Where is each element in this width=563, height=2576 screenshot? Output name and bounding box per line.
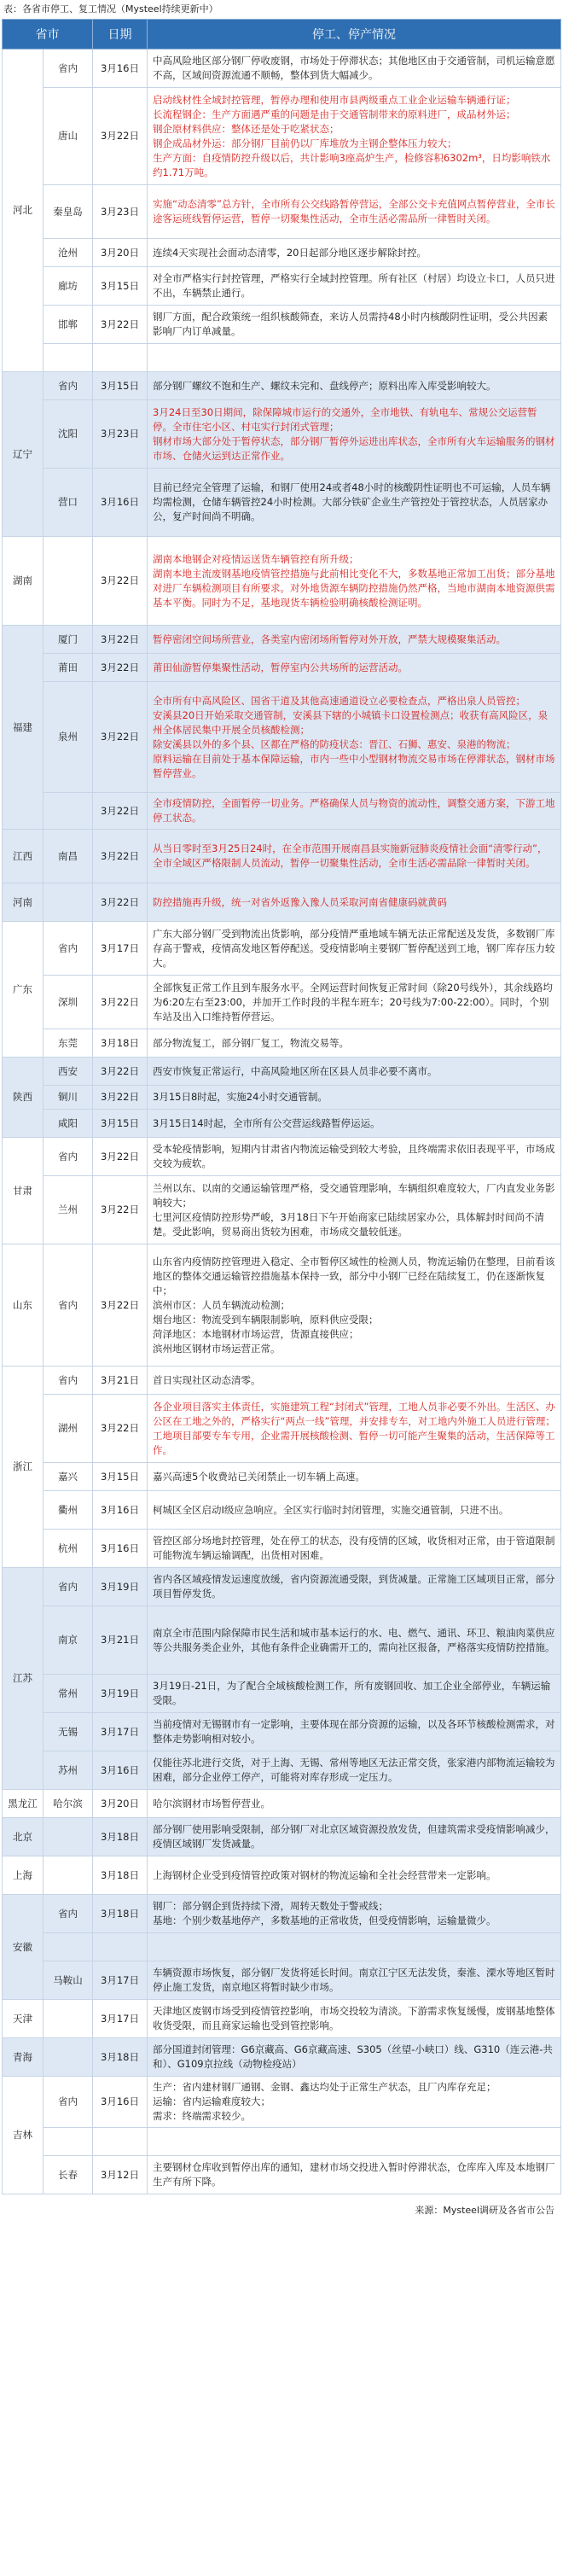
table-row <box>3 922 561 976</box>
status-text-cell: 生产：省内建材钢厂通钢、金钢、鑫达均处于正常生产状态，且厂内库存充足； 运输：省内运输难度较大； 需求：终端需求较少。 <box>148 2077 561 2128</box>
status-text-cell: 对全市严格实行封控管理，严格实行全域封控管理。所有社区（村居）均设立卡口，人员只进不出，车辆禁止通行。 <box>148 267 561 306</box>
city-cell: 无锡 <box>44 1713 93 1751</box>
status-text-cell: 天津地区废钢市场受到疫情管控影响，市场交投较为清淡。下游需求恢复缓慢，废钢基地整体收货受限，而且商家运输也受到管控影响。 <box>148 2000 561 2038</box>
date-cell: 3月17日 <box>93 1961 148 2000</box>
status-text-cell: 连续4天实现社会面动态清零，20日起部分地区逐步解除封控。 <box>148 239 561 267</box>
city-cell: 西安 <box>44 1058 93 1086</box>
status-text-cell: 目前已经完全管理了运输，和钢厂使用24或者48小时的核酸阴性证明也不可运输，人员车辆均需检测，仓储车辆管控24小时检测。大部分铁矿企业生产管控处于管控状态，人员居家办公，复产时间尚不明确。 <box>148 469 561 537</box>
status-text-cell: 钢厂方面，配合政策统一组织核酸筛查，来访人员需持48小时内核酸阴性证明，受公共因素影响厂内订单减量。 <box>148 306 561 344</box>
city-cell: 邯郸 <box>44 306 93 344</box>
province-cell: 福建 <box>3 626 44 830</box>
status-text-cell: 钢厂：部分钢企到货持续下滑，周转天数处于警戒线； 基地：个别少数基地停产，多数基地的正常收货，但受疫情影响，运输量微少。 <box>148 1895 561 1933</box>
status-text-cell: 3月15日8时起，实施24小时交通管制。 <box>148 1086 561 1110</box>
province-cell: 甘肃 <box>3 1138 44 1244</box>
province-cell: 河北 <box>3 50 44 372</box>
date-cell: 3月20日 <box>93 1790 148 1818</box>
city-cell: 嘉兴 <box>44 1463 93 1491</box>
date-cell: 3月16日 <box>93 1751 148 1790</box>
date-cell: 3月22日 <box>93 830 148 883</box>
date-cell <box>93 344 148 372</box>
date-cell: 3月15日 <box>93 372 148 400</box>
city-cell: 湖州 <box>44 1395 93 1463</box>
status-text-cell: 受本轮疫情影响，短期内甘肃省内物流运输受到较大考验，且终端需求依旧表现平平，市场成交较为疲软。 <box>148 1138 561 1176</box>
date-cell: 3月19日 <box>93 1568 148 1606</box>
city-cell <box>44 2000 93 2038</box>
status-text-cell: 全市所有中高风险区、国省干道及其他高速通道设立必要检查点，严格出泉人员管控； 安溪县20日开始采取交通管制，安溪县下辖的小城镇卡口设置检测点；收获有高风险区，泉州全体居民集中开展全员核酸检测； 除安溪县以外的多个县、区都在严格的防疫状态：晋江、石狮、惠安、泉港的物流； 原料运输在目前处于基本保障运输，市内一些中小型钢材物流交易市场在停滞状态，钢材市场暂停营业。 <box>148 682 561 793</box>
header-province: 省市 <box>3 20 93 50</box>
city-cell: 哈尔滨 <box>44 1790 93 1818</box>
date-cell <box>93 1933 148 1961</box>
province-cell: 黑龙江 <box>3 1790 44 1818</box>
status-text-cell: 全部恢复正常工作且到车服务水平。全网运营时间恢复正常时间（除20号线外），其余线路均为6:20左右至23:00，并加开工作时段的半程车班车；20号线为7:00-22:00）。同时，个别车站及出入口维持暂停营运。 <box>148 976 561 1029</box>
province-cell: 安徽 <box>3 1895 44 2000</box>
province-cell: 江西 <box>3 830 44 883</box>
city-cell: 省内 <box>44 1244 93 1367</box>
province-cell: 上海 <box>3 1856 44 1895</box>
date-cell: 3月15日 <box>93 1110 148 1138</box>
table-row <box>3 883 561 922</box>
date-cell: 3月22日 <box>93 976 148 1029</box>
city-cell: 沈阳 <box>44 400 93 469</box>
province-cell: 江苏 <box>3 1568 44 1790</box>
table-row <box>3 469 561 537</box>
date-cell: 3月22日 <box>93 1138 148 1176</box>
table-row <box>3 1790 561 1818</box>
date-cell: 3月23日 <box>93 185 148 239</box>
status-text-cell: 莆田仙游暂停集聚性活动，暂停室内公共场所的运营活动。 <box>148 654 561 682</box>
date-cell: 3月22日 <box>93 88 148 185</box>
table-row <box>3 1086 561 1110</box>
table-row <box>3 626 561 654</box>
status-text-cell: 嘉兴高速5个收费站已关闭禁止一切车辆上高速。 <box>148 1463 561 1491</box>
province-cell: 北京 <box>3 1818 44 1856</box>
city-cell: 泉州 <box>44 682 93 793</box>
status-text-cell: 省内各区域疫情发运速度放缓，省内资源流通受限，到货减量。正常施工区域项目正常，部分项目暂停发货。 <box>148 1568 561 1606</box>
status-text-cell: 启动线材性全域封控管理，暂停办理和使用市县两级重点工业企业运输车辆通行证； 长流程钢企：生产方面遇严重的问题是由于交通管制带来的原料进厂，成品材外运； 钢企原材料供应：整体还是处于吃紧状态； 钢企成品材外运：部分钢厂目前仍以厂库堆放为主钢企整体压力较大； 生产方面：自疫情防控升级以后，共计影响3座高炉生产，检修容积6302m³，日均影响铁水约1.71万吨。 <box>148 88 561 185</box>
city-cell <box>44 793 93 830</box>
status-text-cell: 3月19日-21日，为了配合全域核酸检测工作，所有废钢回收、加工企业全部停业，车辆运输受限。 <box>148 1675 561 1713</box>
table-row <box>3 400 561 469</box>
table-row <box>3 1176 561 1244</box>
date-cell: 3月17日 <box>93 2000 148 2038</box>
table-row <box>3 2038 561 2077</box>
date-cell: 3月22日 <box>93 537 148 626</box>
city-cell: 马鞍山 <box>44 1961 93 2000</box>
city-cell: 杭州 <box>44 1530 93 1568</box>
status-text-cell <box>148 2128 561 2156</box>
date-cell: 3月16日 <box>93 2077 148 2128</box>
province-cell: 辽宁 <box>3 372 44 537</box>
date-cell: 3月22日 <box>93 682 148 793</box>
date-cell: 3月18日 <box>93 1029 148 1058</box>
table-row <box>3 306 561 344</box>
status-text-cell: 部分国道封闭管理：G6京藏高、G6京藏高速、S305（丝望-小峡口）线、G310（连云港-共和）、G109京拉线（动物检疫站） <box>148 2038 561 2077</box>
table-row <box>3 1751 561 1790</box>
date-cell <box>93 2128 148 2156</box>
table-row <box>3 976 561 1029</box>
city-cell <box>44 883 93 922</box>
date-cell: 3月22日 <box>93 883 148 922</box>
table-body <box>3 50 561 2194</box>
table-row <box>3 185 561 239</box>
status-text-cell: 管控区部分场地封控管理，处在停工的状态，没有疫情的区域，收货相对正常，由于管道限制可能物流车辆运输调配，出货相对困难。 <box>148 1530 561 1568</box>
city-cell: 廊坊 <box>44 267 93 306</box>
date-cell: 3月18日 <box>93 1895 148 1933</box>
table-row <box>3 2156 561 2194</box>
table-row <box>3 1244 561 1367</box>
city-cell: 苏州 <box>44 1751 93 1790</box>
city-cell: 深圳 <box>44 976 93 1029</box>
date-cell: 3月12日 <box>93 2156 148 2194</box>
table-row <box>3 1491 561 1530</box>
table-row <box>3 654 561 682</box>
table-row <box>3 1395 561 1463</box>
province-cell: 吉林 <box>3 2077 44 2194</box>
city-cell: 省内 <box>44 50 93 88</box>
date-cell: 3月17日 <box>93 1713 148 1751</box>
table-row <box>3 537 561 626</box>
date-cell: 3月22日 <box>93 1244 148 1367</box>
table-row <box>3 682 561 793</box>
date-cell: 3月18日 <box>93 1856 148 1895</box>
status-text-cell: 广东大部分钢厂受到物流出货影响，部分疫情严重地域车辆无法正常配送及发货，多数钢厂库存高于警戒，疫情高发地区暂停配送。受疫情影响主要钢厂暂停配送到工地，钢厂库存压力较大。 <box>148 922 561 976</box>
status-text-cell: 部分钢厂使用影响受限制，部分钢厂对北京区域资源投放发货，但建筑需求受疫情影响减少，疫情区域钢厂发货减量。 <box>148 1818 561 1856</box>
table-row <box>3 372 561 400</box>
status-text-cell <box>148 344 561 372</box>
table-row <box>3 267 561 306</box>
city-cell: 省内 <box>44 1138 93 1176</box>
date-cell: 3月17日 <box>93 922 148 976</box>
status-text-cell: 车辆资源市场恢复，部分钢厂发货将延长时间。南京江宁区无法发货，秦淮、溧水等地区暂时停止施工发货，南京地区将暂时缺少市场。 <box>148 1961 561 2000</box>
city-cell <box>44 2038 93 2077</box>
province-cell: 天津 <box>3 2000 44 2038</box>
province-cell: 陕西 <box>3 1058 44 1138</box>
status-text-cell: 湖南本地钢企对疫情运送货车辆管控有所升级； 湖南本地主流废钢基地疫情管控措施与此前相比变化不大，多数基地正常加工出货；部分基地对进厂车辆检测项目有所要求。对外地货源车辆防控措施仍然严格，当地市湖南本地资源供需基本平衡。同时为不足，基地现货车辆检验明确核酸检测证明。 <box>148 537 561 626</box>
date-cell: 3月22日 <box>93 654 148 682</box>
date-cell: 3月18日 <box>93 2038 148 2077</box>
city-cell: 铜川 <box>44 1086 93 1110</box>
city-cell: 唐山 <box>44 88 93 185</box>
table-row <box>3 1110 561 1138</box>
city-cell: 省内 <box>44 2077 93 2128</box>
date-cell: 3月15日 <box>93 1463 148 1491</box>
date-cell: 3月22日 <box>93 1395 148 1463</box>
table-row <box>3 1856 561 1895</box>
table-caption: 表：各省市停工、复工情况（Mysteel持续更新中） <box>3 3 218 15</box>
city-cell: 衢州 <box>44 1491 93 1530</box>
table-row <box>3 1568 561 1606</box>
table-row <box>3 1961 561 2000</box>
date-cell: 3月16日 <box>93 1530 148 1568</box>
table-row <box>3 239 561 267</box>
table-row <box>3 2077 561 2128</box>
status-text-cell: 部分物流复工，部分钢厂复工，物流交易等。 <box>148 1029 561 1058</box>
date-cell: 3月16日 <box>93 1491 148 1530</box>
status-text-cell: 3月15日14时起，全市所有公交营运线路暂停运运。 <box>148 1110 561 1138</box>
table-row <box>3 1675 561 1713</box>
date-cell: 3月22日 <box>93 626 148 654</box>
status-text-cell: 部分钢厂螺纹不饱和生产、螺纹未完和、盘线停产；原料出库入库受影响较大。 <box>148 372 561 400</box>
status-text-cell: 暂停密闭空间场所营业，各类室内密闭场所暂停对外开放，严禁大规模聚集活动。 <box>148 626 561 654</box>
table-header-row <box>3 20 561 50</box>
date-cell: 3月22日 <box>93 1058 148 1086</box>
city-cell: 省内 <box>44 922 93 976</box>
date-cell: 3月15日 <box>93 267 148 306</box>
shutdown-status-table <box>2 19 561 2194</box>
status-text-cell <box>148 1933 561 1961</box>
status-text-cell: 中高风险地区部分钢厂停收废钢，市场处于停滞状态；其他地区由于交通管制，司机运输意愿不高，区域间资源流通不顺畅，整体到货大幅减少。 <box>148 50 561 88</box>
city-cell: 莆田 <box>44 654 93 682</box>
date-cell: 3月21日 <box>93 1606 148 1675</box>
date-cell: 3月23日 <box>93 400 148 469</box>
province-cell: 浙江 <box>3 1367 44 1568</box>
city-cell: 沧州 <box>44 239 93 267</box>
status-text-cell: 山东省内疫情防控管理进入稳定、全市暂停区域性的检测人员，物流运输仍在整理，目前看该地区的整体交通运输管控措施基本保持一致，部分中小钢厂已经在陆续复工，仍在逐渐恢复中； 滨州市区：人员车辆流动检测； 烟台地区：物流受到车辆限制影响，原料供应受限； 菏泽地区：本地钢材市场运营，货源直接供应； 滨州地区钢材市场运营正常。 <box>148 1244 561 1367</box>
province-cell: 湖南 <box>3 537 44 626</box>
date-cell: 3月16日 <box>93 469 148 537</box>
date-cell: 3月21日 <box>93 1367 148 1395</box>
date-cell: 3月20日 <box>93 239 148 267</box>
table-row <box>3 88 561 185</box>
status-text-cell: 各企业项目落实主体责任，实施建筑工程“封闭式”管理，工地人员非必要不外出。生活区、办公区在工地之外的，严格实行“两点一线”管理，并安排专车，对工地内外施工人员进行管理；工地项目部要专车专用，企业需开展核酸检测、暂停一切可能产生聚集的活动，生活保障等工作。 <box>148 1395 561 1463</box>
status-text-cell: 当前疫情对无锡钢市有一定影响，主要体现在部分资源的运输，以及各环节核酸检测需求，对整体走势影响相对较小。 <box>148 1713 561 1751</box>
table-row <box>3 2128 561 2156</box>
header-date: 日期 <box>93 20 148 50</box>
date-cell: 3月22日 <box>93 306 148 344</box>
table-row <box>3 830 561 883</box>
city-cell: 省内 <box>44 1367 93 1395</box>
table-row <box>3 1138 561 1176</box>
table-row <box>3 1933 561 1961</box>
table-row <box>3 50 561 88</box>
status-text-cell: 主要钢材仓库收到暂停出库的通知，建材市场交投进入暂时停滞状态，仓库库入库及本地钢厂生产有所下降。 <box>148 2156 561 2194</box>
header-status: 停工、停产情况 <box>148 20 561 50</box>
city-cell: 南京 <box>44 1606 93 1675</box>
city-cell: 厦门 <box>44 626 93 654</box>
status-text-cell: 从当日零时至3月25日24时，在全市范围开展南昌县实施新冠肺炎疫情社会面“清零行动”，全市全域区严格限制人员流动，暂停一切聚集性活动，全市生活必需品除一律暂时关闭。 <box>148 830 561 883</box>
status-text-cell: 西安市恢复正常运行，中高风险地区所在区县人员非必要不离市。 <box>148 1058 561 1086</box>
status-text-cell: 首日实现社区动态清零。 <box>148 1367 561 1395</box>
date-cell: 3月16日 <box>93 50 148 88</box>
city-cell: 省内 <box>44 372 93 400</box>
city-cell <box>44 1856 93 1895</box>
table-row <box>3 2000 561 2038</box>
city-cell <box>44 344 93 372</box>
date-cell: 3月22日 <box>93 793 148 830</box>
date-cell: 3月18日 <box>93 1818 148 1856</box>
city-cell: 常州 <box>44 1675 93 1713</box>
city-cell <box>44 1933 93 1961</box>
table-row <box>3 1463 561 1491</box>
city-cell: 南昌 <box>44 830 93 883</box>
table-row <box>3 1058 561 1086</box>
city-cell <box>44 537 93 626</box>
table-row <box>3 1367 561 1395</box>
table-row <box>3 1895 561 1933</box>
city-cell: 秦皇岛 <box>44 185 93 239</box>
province-cell: 青海 <box>3 2038 44 2077</box>
table-row <box>3 1606 561 1675</box>
city-cell: 长春 <box>44 2156 93 2194</box>
city-cell: 省内 <box>44 1895 93 1933</box>
city-cell <box>44 1818 93 1856</box>
city-cell: 营口 <box>44 469 93 537</box>
city-cell: 咸阳 <box>44 1110 93 1138</box>
date-cell: 3月22日 <box>93 1086 148 1110</box>
city-cell: 兰州 <box>44 1176 93 1244</box>
status-text-cell: 防控措施再升级，统一对省外返豫入豫人员采取河南省健康码就黄码 <box>148 883 561 922</box>
table-row <box>3 1530 561 1568</box>
status-text-cell: 上海钢材企业受到疫情管控政策对钢材的物流运输和全社会经营带来一定影响。 <box>148 1856 561 1895</box>
province-cell: 广东 <box>3 922 44 1058</box>
status-text-cell: 实施“动态清零”总方针，全市所有公交线路暂停营运，全部公交卡充值网点暂停营业，全市长途客运班线暂停运营，暂停一切聚集性活动，全市生活必需品所一律暂时关闭。 <box>148 185 561 239</box>
status-text-cell: 3月24日至30日期间，除保障城市运行的交通外，全市地铁、有轨电车、常规公交运营暂停。全市住宅小区、村屯实行封闭式管理； 钢材市场大部分处于暂停状态，部分钢厂暂停外运进出库状态，全市所有火车运输服务的钢材市场、仓储火运到达正常作业。 <box>148 400 561 469</box>
table-row <box>3 1713 561 1751</box>
table-row <box>3 1818 561 1856</box>
source-note: 来源：Mysteel调研及各省市公告 <box>415 2205 554 2216</box>
city-cell: 东莞 <box>44 1029 93 1058</box>
city-cell <box>44 2128 93 2156</box>
table-row <box>3 344 561 372</box>
status-text-cell: 全市疫情防控，全面暂停一切业务。严格确保人员与物资的流动性，调整交通方案，下游工地停工状态。 <box>148 793 561 830</box>
table-row <box>3 1029 561 1058</box>
date-cell: 3月19日 <box>93 1675 148 1713</box>
status-text-cell: 仅能往苏北进行交货，对于上海、无锡、常州等地区无法正常交货，张家港内部物流运输较为困难，部分企业停工停产，可能将对库存形成一定压力。 <box>148 1751 561 1790</box>
status-text-cell: 柯城区全区启动Ⅰ级应急响应。全区实行临时封闭管理，实施交通管制，只进不出。 <box>148 1491 561 1530</box>
table-row <box>3 793 561 830</box>
date-cell: 3月22日 <box>93 1176 148 1244</box>
status-text-cell: 哈尔滨钢材市场暂停营业。 <box>148 1790 561 1818</box>
province-cell: 河南 <box>3 883 44 922</box>
province-cell: 山东 <box>3 1244 44 1367</box>
city-cell: 省内 <box>44 1568 93 1606</box>
status-text-cell: 兰州以东、以南的交通运输管理严格，受交通管理影响，车辆组织难度较大，厂内直发业务影响较大； 七里河区疫情防控形势严峻，3月18日下午开始商家已陆续居家办公，具体解封时间尚不清楚。受此影响，贸易商出货较为困难，市场成交量较低迷。 <box>148 1176 561 1244</box>
status-text-cell: 南京全市范围内除保障市民生活和城市基本运行的水、电、燃气、通讯、环卫、粮油肉菜供应等公共服务类企业外，其他有条件企业确需开工的，需向社区报备，严格落实疫情防控措施。 <box>148 1606 561 1675</box>
